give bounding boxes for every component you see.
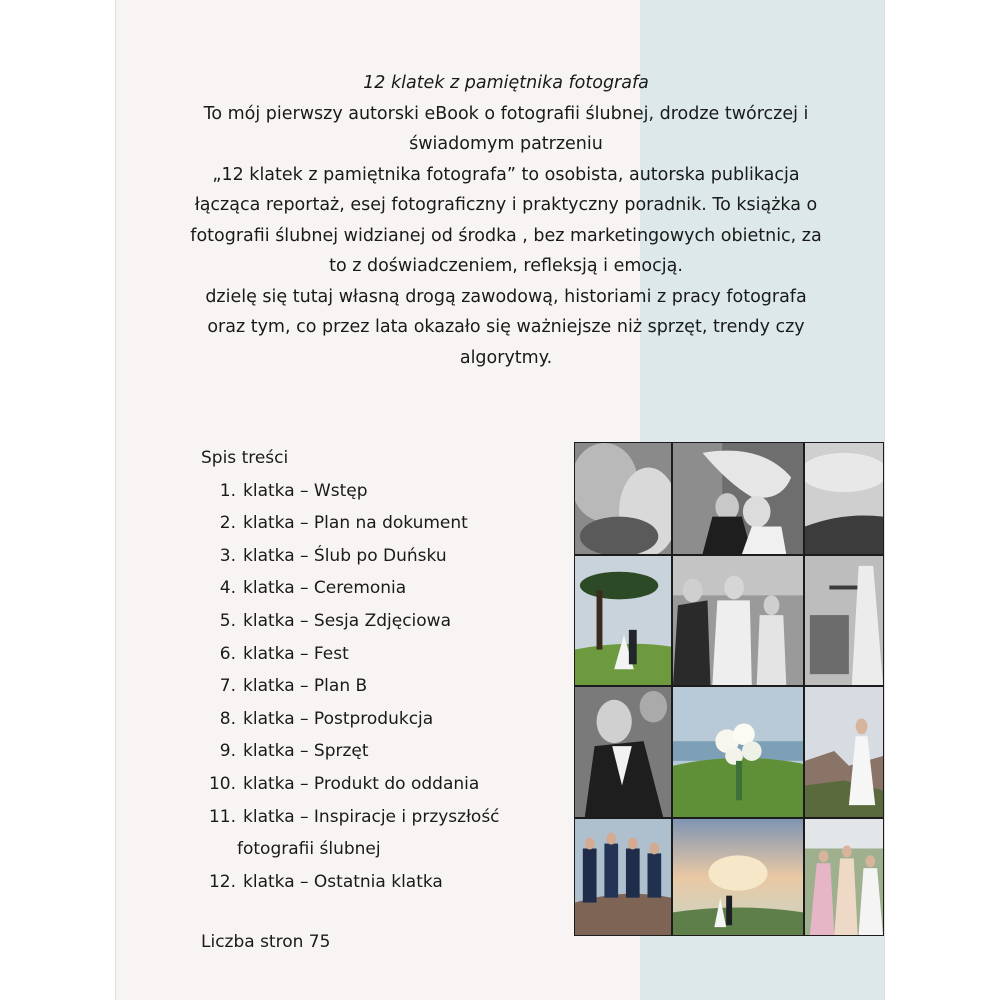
toc-item-number: 12. <box>208 871 236 892</box>
photo-couple-kiss-veil-bw <box>672 442 804 555</box>
intro-line: oraz tym, co przez lata okazało się ważniejsze niż sprzęt, trendy czy <box>207 317 805 337</box>
toc-item-title: klatka – Inspiracje i przyszłość <box>243 806 500 827</box>
intro-line: To mój pierwszy autorski eBook o fotografii ślubnej, drodze twórczej i <box>203 103 809 124</box>
toc-item <box>201 768 601 801</box>
photo-groom-laughing-bw <box>574 686 672 818</box>
photo-collage <box>574 442 884 936</box>
toc-item-title: klatka – Ostatnia klatka <box>243 871 443 892</box>
toc-item <box>201 572 601 605</box>
page-count: Liczba stron 75 <box>201 932 331 952</box>
toc-item-title: klatka – Produkt do oddania <box>243 773 480 794</box>
toc-item-number: 1. <box>219 480 236 501</box>
toc-item-number: 2. <box>219 513 236 534</box>
toc-item-title: klatka – Ślub po Duńsku <box>243 545 447 566</box>
toc-list <box>201 475 601 899</box>
toc-item-number: 6. <box>219 643 236 664</box>
toc-item-continuation <box>201 833 601 866</box>
photo-group-rocks-color <box>574 818 672 936</box>
intro-line: dzielę się tutaj własną drogą zawodową, historiami z pracy fotografa <box>205 286 807 307</box>
table-of-contents <box>201 442 601 898</box>
intro-line: „12 klatek z pamiętnika fotografa” to osobista, autorska publikacja <box>212 164 800 185</box>
toc-item-title: klatka – Sprzęt <box>243 741 369 762</box>
toc-item-number: 9. <box>219 741 236 762</box>
toc-item <box>201 605 601 638</box>
toc-item <box>201 735 601 768</box>
toc-item-number: 5. <box>219 610 236 631</box>
toc-item-title: klatka – Fest <box>243 643 349 664</box>
toc-item <box>201 703 601 736</box>
toc-item <box>201 540 601 573</box>
toc-item <box>201 638 601 671</box>
toc-item <box>201 507 601 540</box>
intro-line: świadomym patrzeniu <box>409 134 603 154</box>
photo-dress-hanging-bw <box>804 555 884 686</box>
toc-item <box>201 475 601 508</box>
photo-couple-sunset-color <box>672 818 804 936</box>
toc-item-title: klatka – Plan B <box>243 676 368 697</box>
intro-line: algorytmy. <box>459 347 553 368</box>
toc-item <box>201 801 601 834</box>
toc-item-number: 4. <box>219 578 236 599</box>
photo-bride-rocks-color <box>804 686 884 818</box>
ebook-title: 12 klatek z pamiętnika fotografa <box>363 73 649 93</box>
ebook-page <box>115 0 885 1000</box>
photo-couple-closeup-bw <box>574 442 672 555</box>
toc-item-title: klatka – Sesja Zdjęciowa <box>243 610 451 631</box>
toc-item-title: klatka – Plan na dokument <box>243 513 468 534</box>
photo-bouquet-color <box>672 686 804 818</box>
toc-item <box>201 866 601 899</box>
intro-line: łącząca reportaż, esej fotograficzny i praktyczny poradnik. To książka o <box>194 195 818 215</box>
toc-item-number: 11. <box>208 806 236 827</box>
toc-item-number: 10. <box>208 773 236 794</box>
toc-item-title: klatka – Ceremonia <box>243 578 407 599</box>
photo-couple-tree-color <box>574 555 672 686</box>
intro-line: to z doświadczeniem, refleksją i emocją. <box>329 256 683 276</box>
toc-item-number: 3. <box>219 545 236 566</box>
toc-item-number: 8. <box>219 708 236 729</box>
photo-groomsmen-bw <box>672 555 804 686</box>
toc-heading: Spis treści <box>201 448 289 468</box>
toc-item-title: klatka – Postprodukcja <box>243 708 434 729</box>
intro-text <box>156 68 856 373</box>
toc-item <box>201 670 601 703</box>
toc-item-title-continuation: fotografii ślubnej <box>237 839 381 860</box>
toc-item-title: klatka – Wstęp <box>243 480 368 501</box>
photo-landscape-sky-bw <box>804 442 884 555</box>
toc-item-number: 7. <box>219 676 236 697</box>
intro-line: fotografii ślubnej widzianej od środka , bez marketingowych obietnic, za <box>190 225 822 246</box>
photo-bridesmaids-color <box>804 818 884 936</box>
